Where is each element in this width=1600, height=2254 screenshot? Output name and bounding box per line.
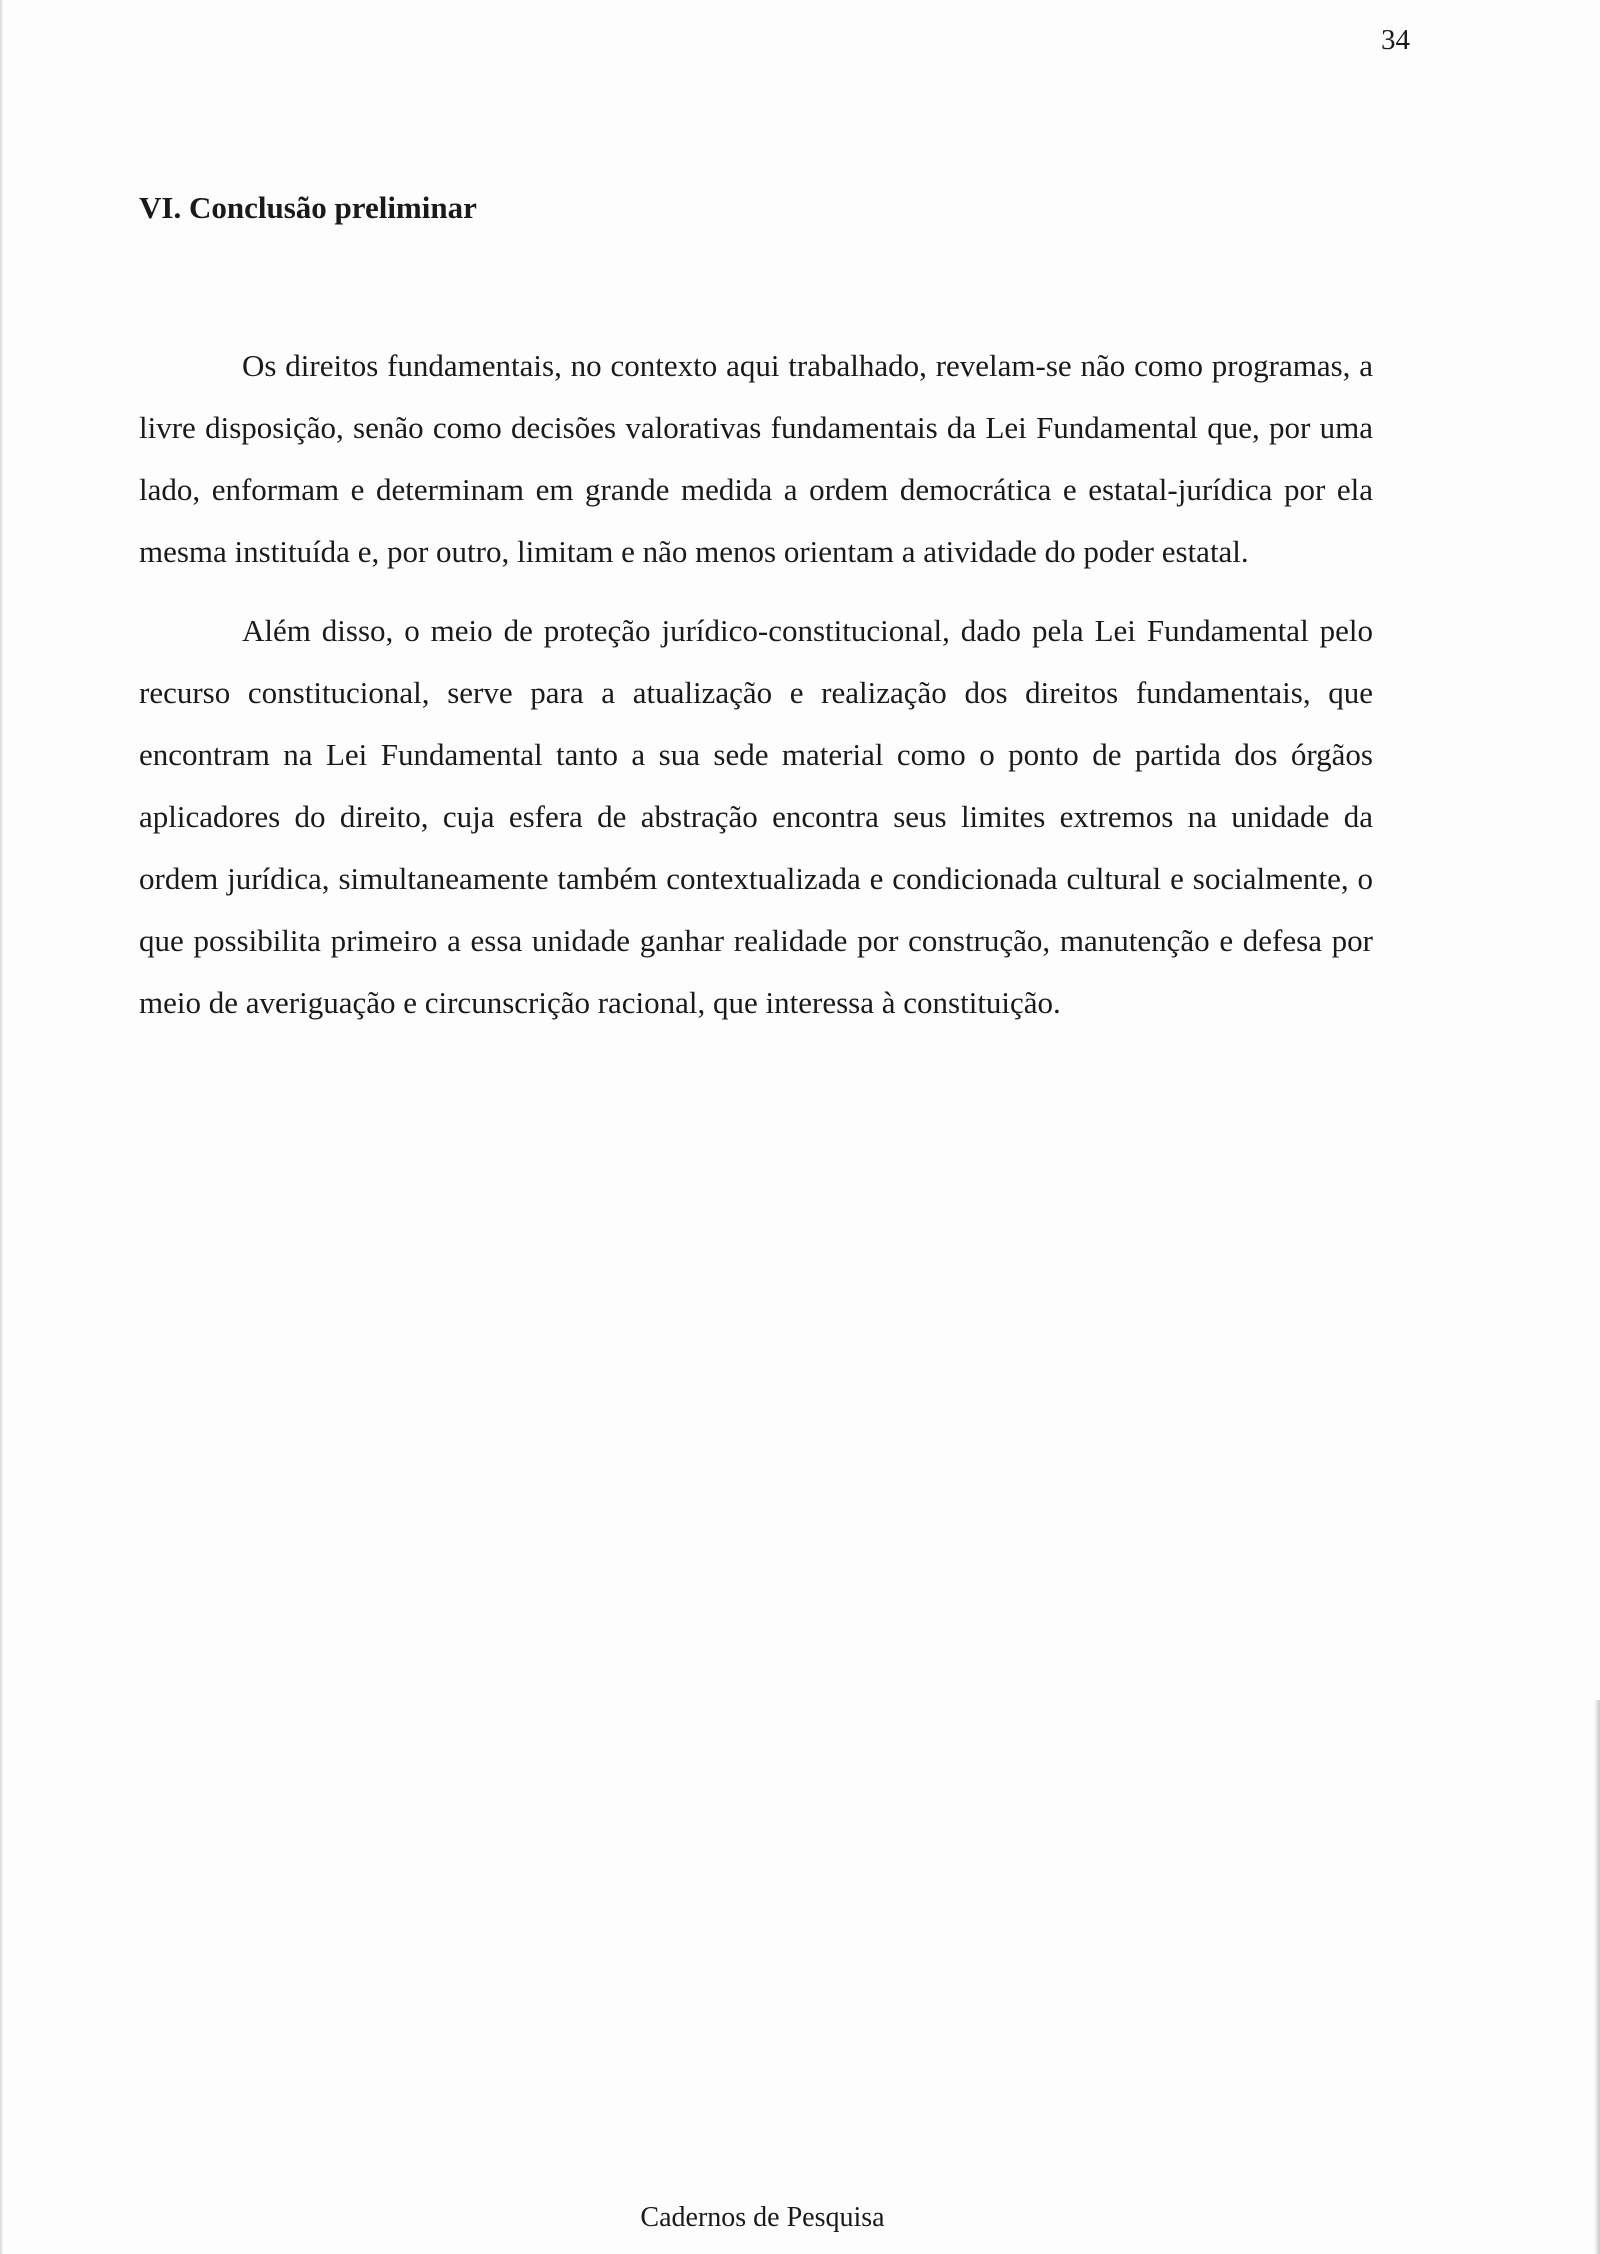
page-number: 34: [1381, 24, 1410, 56]
section-heading: VI. Conclusão preliminar: [139, 190, 477, 225]
scan-edge-right: [1594, 1700, 1600, 2254]
paragraph-1: Os direitos fundamentais, no contexto aqui trabalhado, revelam-se não como programas, a livre disposição, senão como decisões valorativas fundamentais da Lei Fundamental que, por uma lado, enformam e determinam em grande medida a ordem democrática e estatal-jurídica por ela mesma instituída e, por outro, limitam e não menos orientam a atividade do poder estatal.: [139, 348, 1373, 569]
scan-edge-left: [0, 0, 3, 2254]
paragraph-2: Além disso, o meio de proteção jurídico-constitucional, dado pela Lei Fundamental pelo recurso constitucional, serve para a atualização e realização dos direitos fundamentais, que encontram na Lei Fundamental tanto a sua sede material como o ponto de partida dos órgãos aplicadores do direito, cuja esfera de abstração encontra seus limites extremos na unidade da ordem jurídica, simultaneamente também contextualizada e condicionada cultural e socialmente, o que possibilita primeiro a essa unidade ganhar realidade por construção, manutenção e defesa por meio de averiguação e circunscrição racional, que interessa à constituição.: [139, 613, 1373, 1020]
body-text: [139, 335, 1373, 1051]
page-footer: Cadernos de Pesquisa: [640, 2202, 885, 2233]
